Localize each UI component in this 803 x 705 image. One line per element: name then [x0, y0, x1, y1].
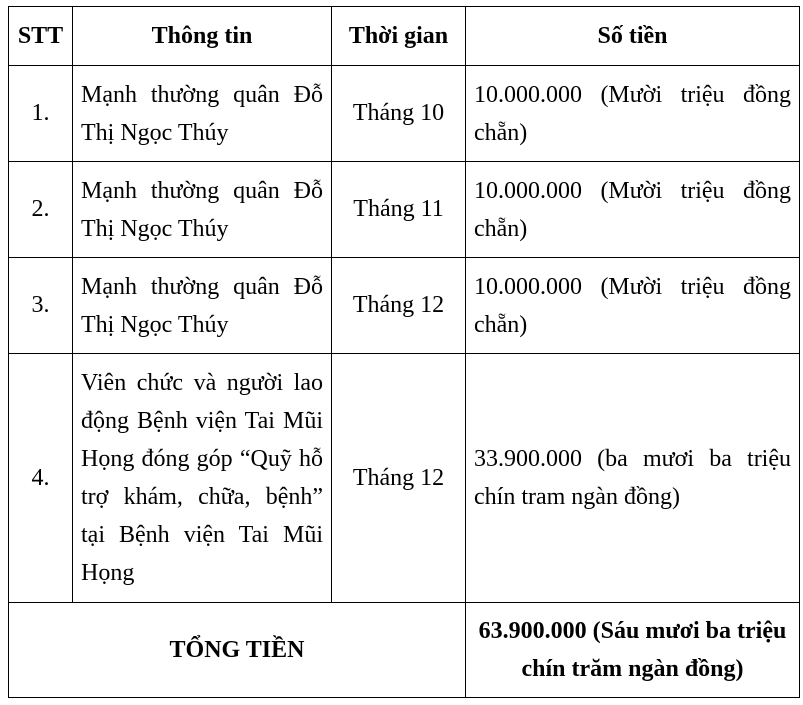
- row-amount: 10.000.000 (Mười triệu đồng chẵn): [466, 258, 800, 354]
- header-row: [9, 7, 800, 66]
- total-row: [9, 603, 800, 698]
- row-time: Tháng 11: [332, 162, 466, 258]
- row-info: Viên chức và người lao động Bệnh viện Tai Mũi Họng đóng góp “Quỹ hỗ trợ khám, chữa, bệnh” tại Bệnh viện Tai Mũi Họng: [73, 354, 332, 603]
- row-amount: 10.000.000 (Mười triệu đồng chẵn): [466, 66, 800, 162]
- row-amount: 10.000.000 (Mười triệu đồng chẵn): [466, 162, 800, 258]
- table-row: [9, 258, 800, 354]
- row-info: Mạnh thường quân Đỗ Thị Ngọc Thúy: [73, 162, 332, 258]
- row-stt: 3.: [9, 258, 73, 354]
- table-row: [9, 66, 800, 162]
- table-row: [9, 354, 800, 603]
- row-stt: 1.: [9, 66, 73, 162]
- row-info: Mạnh thường quân Đỗ Thị Ngọc Thúy: [73, 258, 332, 354]
- total-label: TỔNG TIỀN: [9, 603, 466, 698]
- total-amount: 63.900.000 (Sáu mươi ba triệu chín trăm ngàn đồng): [466, 603, 800, 698]
- row-stt: 2.: [9, 162, 73, 258]
- row-time: Tháng 12: [332, 258, 466, 354]
- donation-table: [8, 6, 800, 698]
- row-stt: 4.: [9, 354, 73, 603]
- header-info: Thông tin: [73, 7, 332, 66]
- row-amount: 33.900.000 (ba mươi ba triệu chín tram ngàn đồng): [466, 354, 800, 603]
- header-time: Thời gian: [332, 7, 466, 66]
- row-time: Tháng 10: [332, 66, 466, 162]
- row-info: Mạnh thường quân Đỗ Thị Ngọc Thúy: [73, 66, 332, 162]
- row-time: Tháng 12: [332, 354, 466, 603]
- header-amount: Số tiền: [466, 7, 800, 66]
- table-row: [9, 162, 800, 258]
- header-stt: STT: [9, 7, 73, 66]
